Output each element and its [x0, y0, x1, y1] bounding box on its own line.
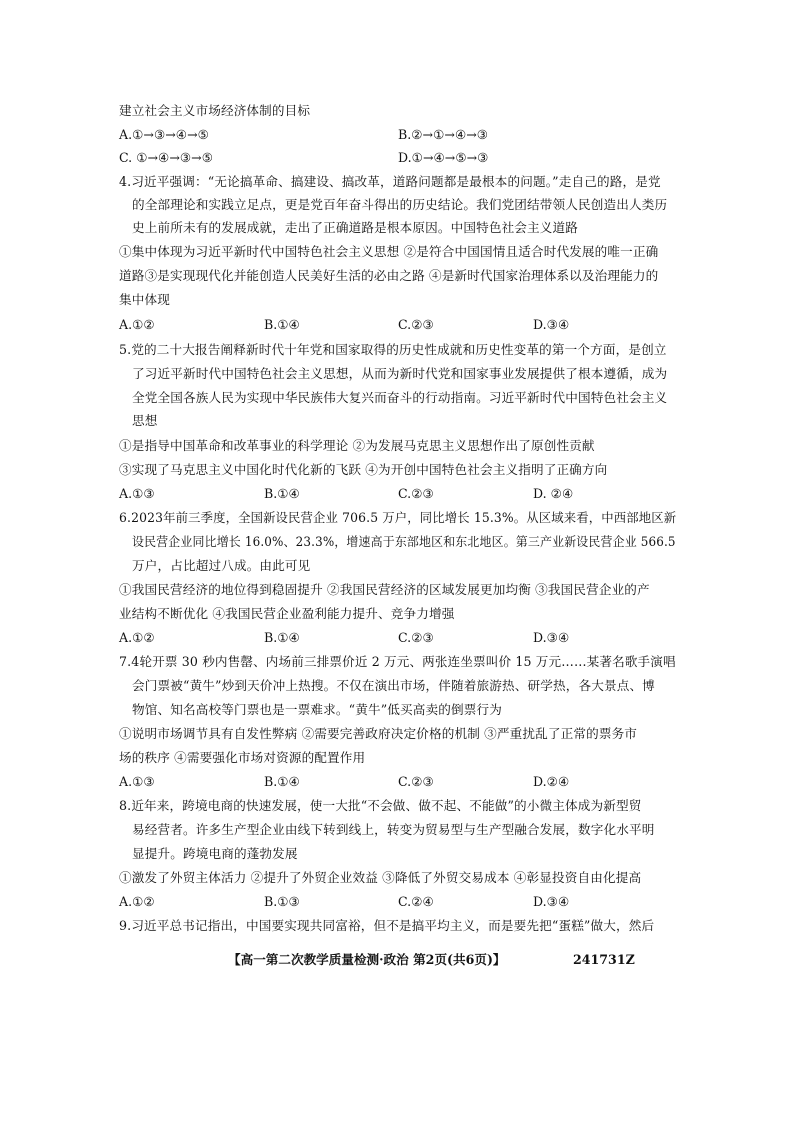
q8-stem-line-3: 显提升。跨境电商的蓬勃发展 [132, 846, 298, 861]
q8-option-a: A.①② [119, 894, 155, 909]
q6-option-a: A.①② [119, 630, 155, 645]
q7-option-d: D.②④ [533, 774, 570, 789]
q5-stem-line-3: 全党全国各族人民为实现中华民族伟大复兴而奋斗的行动指南。习近平新时代中国特色社会主义 [132, 390, 668, 405]
q5-stem-line-2: 了习近平新时代中国特色社会主义思想，从而为新时代党和国家事业发展提供了根本遵循，成为 [132, 366, 668, 381]
q7-option-a: A.①③ [119, 774, 155, 789]
q6-option-d: D.③④ [533, 630, 570, 645]
q4-option-b: B.①④ [264, 317, 300, 332]
q7-option-b: B.①④ [264, 774, 300, 789]
q5-option-d: D. ②④ [533, 486, 574, 501]
q4-stem-line-2: 的全部理论和实践立足点，更是党百年奋斗得出的历史结论。我们党团结带领人民创造出人类历 [132, 197, 668, 212]
page-footer-code: 241731Z [573, 952, 635, 967]
q3-option-d: D.①→④→⑤→③ [398, 150, 489, 165]
q3-option-c: C. ①→④→③→⑤ [119, 150, 214, 165]
q4-option-c: C.②③ [398, 317, 434, 332]
q6-option-b: B.①④ [264, 630, 300, 645]
q5-option-b: B.①④ [264, 486, 300, 501]
q8-stem-line-1: 8.近年来，跨境电商的快速发展，使一大批“不会做、做不起、不能做”的小微主体成为新型贸 [119, 798, 642, 813]
q3-option-a: A.①→③→④→⑤ [119, 127, 209, 142]
q7-choice-line-2: 场的秩序 ④需要强化市场对资源的配置作用 [119, 750, 366, 765]
q4-option-a: A.①② [119, 317, 155, 332]
q5-choice-line-1: ①是指导中国革命和改革事业的科学理论 ②为发展马克思主义思想作出了原创性贡献 [119, 438, 595, 453]
q5-option-a: A.①③ [119, 486, 155, 501]
q4-option-d: D.③④ [533, 317, 570, 332]
q3-stem-tail: 建立社会主义市场经济体制的目标 [119, 103, 311, 118]
q8-option-c: C.②④ [398, 894, 434, 909]
q4-stem-line-3: 史上前所未有的发展成就，走出了正确道路是根本原因。中国特色社会主义道路 [132, 220, 579, 235]
q7-choice-line-1: ①说明市场调节具有自发性弊病 ②需要完善政府决定价格的机制 ③严重扰乱了正常的票务市 [119, 726, 638, 741]
q6-option-c: C.②③ [398, 630, 434, 645]
q8-option-b: B.①③ [264, 894, 300, 909]
q5-stem-line-4: 思想 [132, 413, 158, 428]
q5-stem-line-1: 5.党的二十大报告阐释新时代十年党和国家取得的历史性成就和历史性变革的第一个方面，是创立 [119, 342, 667, 357]
q9-stem-line-1: 9.习近平总书记指出，中国要实现共同富裕，但不是搞平均主义，而是要先把“蛋糕”做大，然后 [119, 918, 655, 933]
q5-option-c: C.②③ [398, 486, 434, 501]
q8-option-d: D.③④ [533, 894, 570, 909]
q7-stem-line-3: 物馆、知名高校等门票也是一票难求。“黄牛”低买高卖的倒票行为 [132, 702, 503, 717]
q3-option-b: B.②→①→④→③ [398, 127, 489, 142]
page-footer-title: 【高一第二次教学质量检测·政治 第2页(共6页)】 [228, 952, 506, 967]
q4-choice-line-1: ①集中体现为习近平新时代中国特色社会主义思想 ②是符合中国国情且适合时代发展的唯一正确 [119, 244, 659, 259]
q6-stem-line-2: 设民营企业同比增长 16.0%、23.3%，增速高于东部地区和东北地区。第三产业新设民营企业 566.5 [132, 534, 676, 549]
q8-choice-line-1: ①激发了外贸主体活力 ②提升了外贸企业效益 ③降低了外贸交易成本 ④彰显投资自由化提高 [119, 870, 642, 885]
q5-choice-line-2: ③实现了马克思主义中国化时代化新的飞跃 ④为开创中国特色社会主义指明了正确方向 [119, 462, 608, 477]
q7-stem-line-2: 会门票被“黄牛”炒到天价冲上热搜。不仅在演出市场，伴随着旅游热、研学热，各大景点、博 [132, 678, 655, 693]
q4-stem-line-1: 4.习近平强调：“无论搞革命、搞建设、搞改革，道路问题都是最根本的问题。”走自己的路，是党 [119, 174, 661, 189]
q4-choice-line-3: 集中体现 [119, 292, 170, 307]
q6-stem-line-1: 6.2023年前三季度，全国新设民营企业 706.5 万户，同比增长 15.3%。从区域来看，中西部地区新 [119, 510, 677, 525]
q6-choice-line-2: 业结构不断优化 ④我国民营企业盈利能力提升、竞争力增强 [119, 606, 455, 621]
q4-choice-line-2: 道路③是实现现代化并能创造人民美好生活的必由之路 ④是新时代国家治理体系以及治理能力的 [119, 268, 659, 283]
q6-choice-line-1: ①我国民营经济的地位得到稳固提升 ②我国民营经济的区域发展更加均衡 ③我国民营企业的产 [119, 582, 650, 597]
q6-stem-line-3: 万户，占比超过八成。由此可见 [132, 558, 311, 573]
q7-stem-line-1: 7.4轮开票 30 秒内售罄、内场前三排票价近 2 万元、两张连坐票叫价 15 万元……某著名歌手演唱 [119, 654, 676, 669]
q8-stem-line-2: 易经营者。许多生产型企业由线下转到线上，转变为贸易型与生产型融合发展，数字化水平明 [132, 822, 655, 837]
q7-option-c: C.②③ [398, 774, 434, 789]
